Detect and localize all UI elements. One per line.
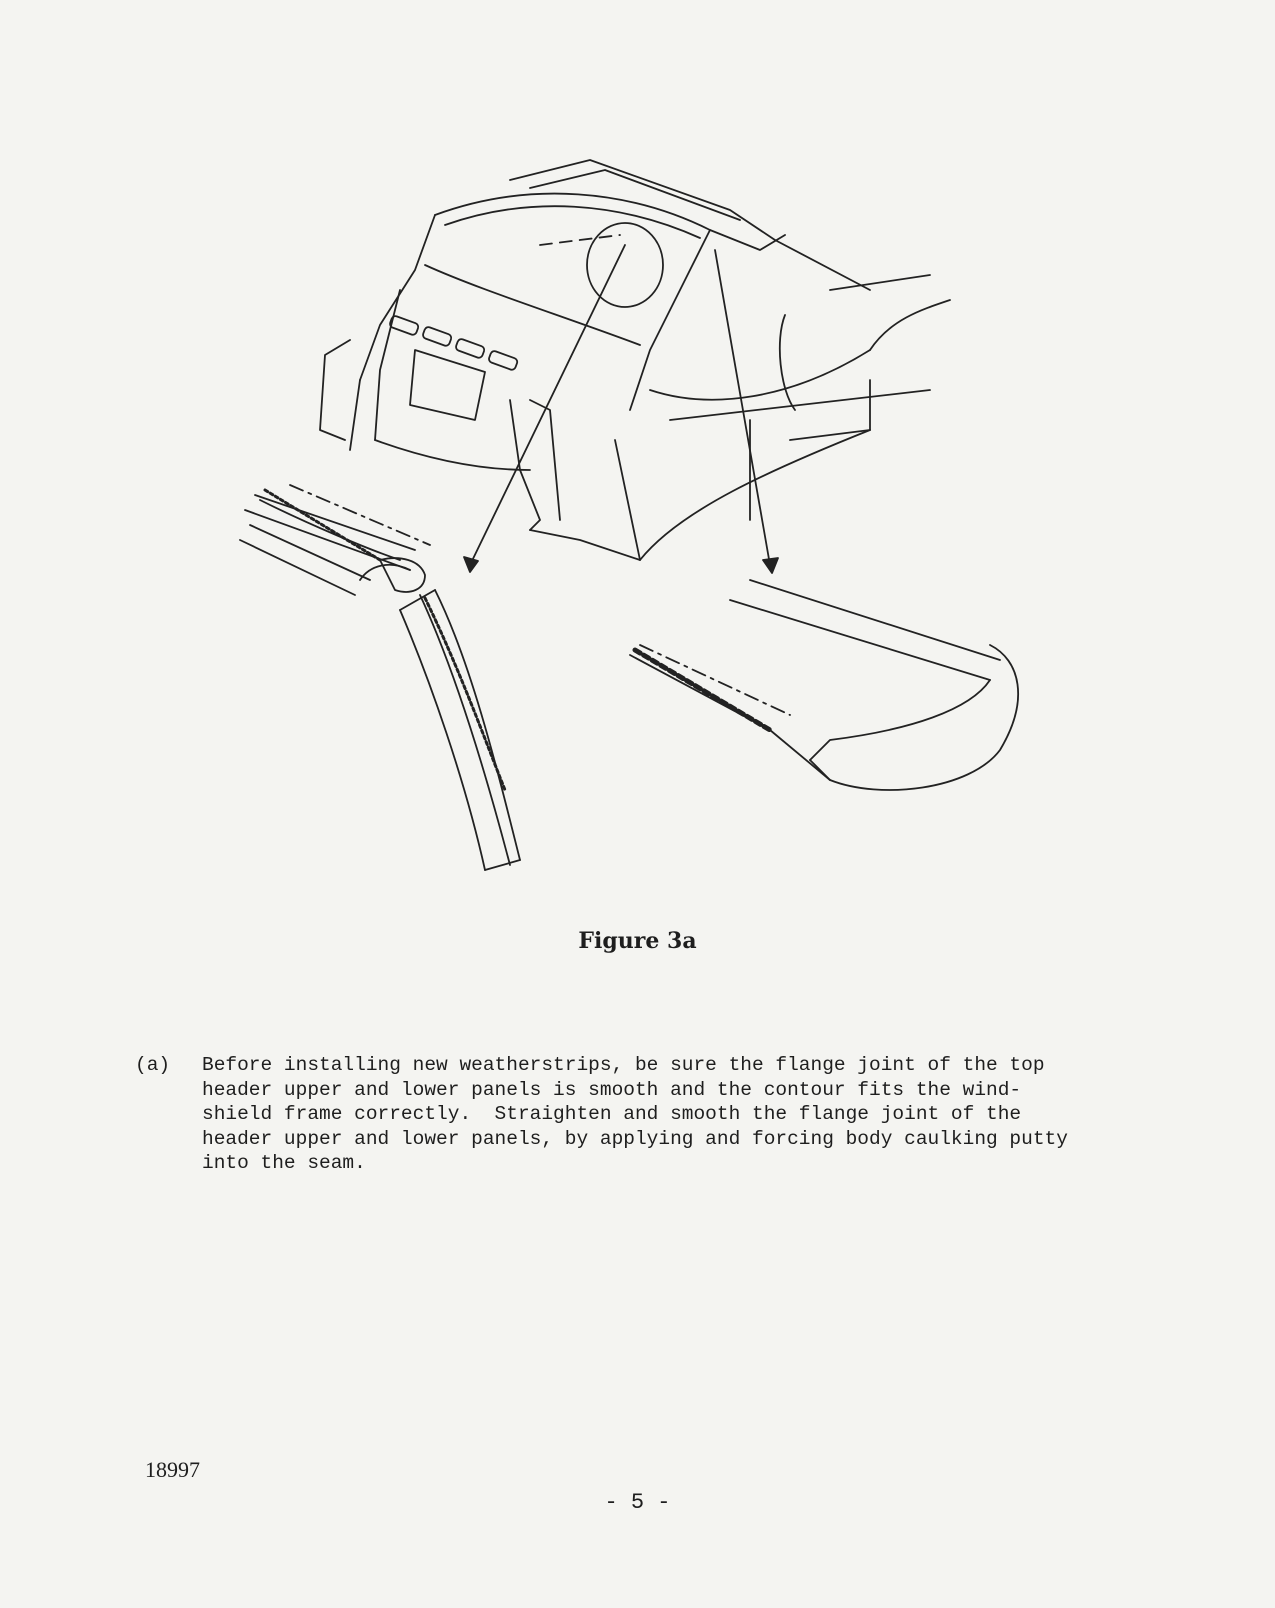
- paragraph-body: [202, 1053, 1068, 1176]
- header-rail-detail: [240, 485, 520, 870]
- figure-illustration: [230, 140, 1030, 900]
- paragraph-line: into the seam.: [202, 1152, 366, 1174]
- paragraph-line: header upper and lower panels, by applying and forcing body caulking putty: [202, 1127, 1068, 1150]
- page-number: - 5 -: [604, 1490, 671, 1515]
- flange-joint-detail: [630, 580, 1018, 790]
- car-body-drawing: [320, 160, 950, 560]
- car-body-diagram: [230, 140, 1030, 900]
- paragraph-line: shield frame correctly. Straighten and smooth the flange joint of the: [202, 1103, 1022, 1125]
- paragraph-label: (a): [135, 1054, 171, 1076]
- paragraph-line: Before installing new weatherstrips, be sure the flange joint of the top: [202, 1054, 1045, 1076]
- document-number: 18997: [145, 1457, 200, 1482]
- paragraph-line: header upper and lower panels is smooth and the contour fits the wind-: [202, 1078, 1022, 1101]
- figure-caption: Figure 3a: [578, 928, 697, 954]
